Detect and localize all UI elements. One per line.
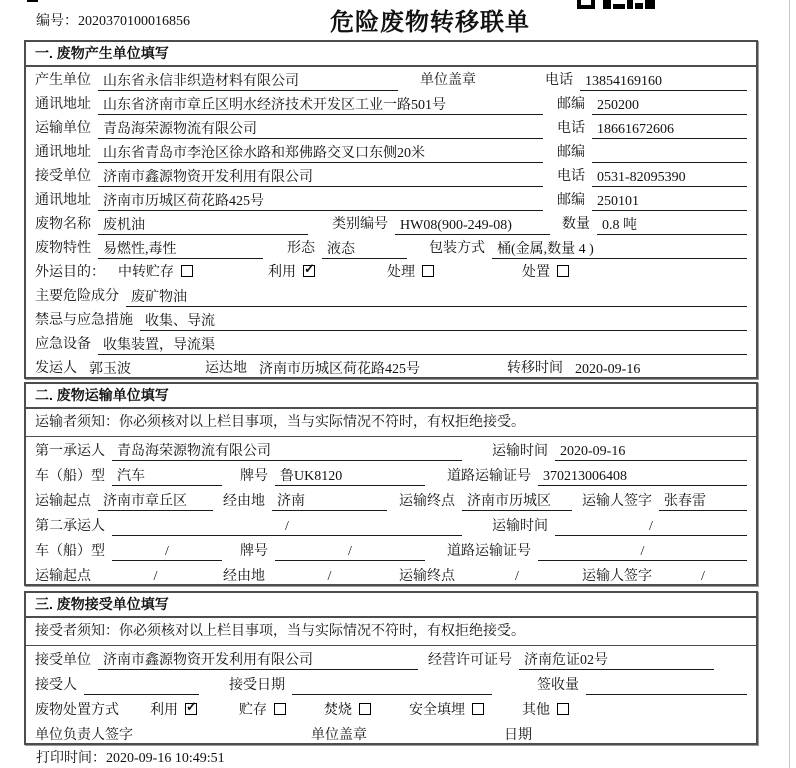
row-producer-address xyxy=(26,91,756,115)
row-first-carrier xyxy=(26,437,756,462)
sign-value: 张春雷 xyxy=(659,492,747,511)
scan-edge-line xyxy=(789,0,790,768)
checkbox-utilize xyxy=(268,261,315,281)
phone-value: 0531-82095390 xyxy=(592,168,747,187)
checkbox-treat xyxy=(387,261,434,281)
label: 接受单位 xyxy=(35,652,91,668)
label: 运输起点 xyxy=(35,568,91,584)
value: 济南市鑫源物资开发利用有限公司 xyxy=(98,168,543,187)
zip-value-blank xyxy=(592,144,747,163)
value: 济南市历城区荷花路425号 xyxy=(98,192,543,211)
plate-label: 牌号 xyxy=(240,543,268,559)
label: 第一承运人 xyxy=(35,443,105,459)
print-time-value: 2020-09-16 10:49:51 xyxy=(106,751,225,766)
value: 废机油 xyxy=(98,216,308,235)
zip-label: 邮编 xyxy=(557,145,585,160)
via-label: 经由地 xyxy=(223,493,265,509)
label: 运输起点 xyxy=(35,493,91,509)
value: 汽车 xyxy=(112,467,222,486)
row-waste-name xyxy=(26,211,756,235)
row-responsible-signature xyxy=(26,721,756,745)
label: 第二承运人 xyxy=(35,518,105,534)
phone-label: 电话 xyxy=(545,73,573,88)
value: 青岛海荣源物流有限公司 xyxy=(98,120,543,139)
time-value: 2020-09-16 xyxy=(555,442,747,461)
option-label: 处理 xyxy=(387,265,415,280)
label: 外运目的： xyxy=(35,265,105,280)
checkbox-other xyxy=(522,699,569,719)
print-time xyxy=(36,747,225,767)
label: 车（船）型 xyxy=(35,543,105,559)
row-transporter-address xyxy=(26,139,756,163)
permit-value: 济南危证02号 xyxy=(519,651,714,670)
label: 通讯地址 xyxy=(35,193,91,208)
value: 青岛海荣源物流有限公司 xyxy=(112,442,462,461)
section-transport-heading: 二. 废物运输单位填写 xyxy=(26,384,756,409)
option-label: 贮存 xyxy=(239,702,267,718)
checkbox-incinerate xyxy=(324,699,371,719)
row-disposal-method xyxy=(26,696,756,721)
date-label: 日期 xyxy=(504,727,532,743)
label: 禁忌与应急措施 xyxy=(35,313,133,328)
via-label: 经由地 xyxy=(223,568,265,584)
row-route-1 xyxy=(26,487,756,512)
qty-label: 签收量 xyxy=(537,677,579,693)
time-label: 运输时间 xyxy=(492,518,548,534)
row-emergency-measures xyxy=(26,307,756,331)
row-receiver-unit xyxy=(26,163,756,187)
qr-code-fragment xyxy=(577,0,655,9)
row-transfer-purpose xyxy=(26,259,756,283)
phone-label: 电话 xyxy=(557,121,585,136)
value: 济南市鑫源物资开发利用有限公司 xyxy=(98,651,418,670)
phone-value: 18661672606 xyxy=(592,120,747,139)
value: 废矿物油 xyxy=(126,288,747,307)
row-second-carrier xyxy=(26,512,756,537)
row-hazard-components xyxy=(26,283,756,307)
option-label: 安全填埋 xyxy=(409,702,465,718)
option-label: 处置 xyxy=(522,265,550,280)
value: 易燃性,毒性 xyxy=(98,240,263,259)
end-label: 运输终点 xyxy=(399,493,455,509)
sign-label: 运输人签字 xyxy=(582,568,652,584)
checkbox-dispose xyxy=(522,261,569,281)
label: 废物处置方式 xyxy=(35,702,119,718)
time-label: 运输时间 xyxy=(492,443,548,459)
zip-label: 邮编 xyxy=(557,97,585,112)
label: 发运人 xyxy=(35,361,77,376)
option-label: 焚烧 xyxy=(324,702,352,718)
label: 接受人 xyxy=(35,677,77,693)
checkbox-transfer-storage xyxy=(118,261,193,281)
dest-label: 运达地 xyxy=(205,361,247,376)
signature-blank xyxy=(185,726,295,745)
label: 主要危险成分 xyxy=(35,289,119,304)
row-vehicle-1 xyxy=(26,462,756,487)
label: 产生单位 xyxy=(35,73,91,88)
stamp-label: 单位盖章 xyxy=(420,73,476,88)
form-label: 形态 xyxy=(287,241,315,256)
label: 应急设备 xyxy=(35,337,91,352)
label: 通讯地址 xyxy=(35,97,91,112)
qty-label: 数量 xyxy=(562,217,590,232)
phone-label: 电话 xyxy=(557,169,585,184)
time-label: 转移时间 xyxy=(507,361,563,376)
code-label: 类别编号 xyxy=(332,217,388,232)
zip-value: 250200 xyxy=(592,96,747,115)
page-title: 危险废物转移联单 xyxy=(330,10,530,36)
cert-label: 道路运输证号 xyxy=(447,468,531,484)
stamp-label: 单位盖章 xyxy=(311,727,367,743)
qty-blank xyxy=(586,676,747,695)
end-value: 济南市历城区 xyxy=(462,492,572,511)
checkbox-icon xyxy=(359,703,371,715)
plate-value: / xyxy=(275,542,425,561)
value: / xyxy=(112,517,462,536)
option-label: 中转贮存 xyxy=(118,265,174,280)
plate-label: 牌号 xyxy=(240,468,268,484)
date-blank xyxy=(539,726,747,745)
code-value: HW08(900-249-08) xyxy=(395,216,550,235)
row-vehicle-2 xyxy=(26,537,756,562)
zip-label: 邮编 xyxy=(557,193,585,208)
value: 山东省济南市章丘区明水经济技术开发区工业一路501号 xyxy=(98,96,543,115)
plate-value: 鲁UK8120 xyxy=(275,467,425,486)
label: 单位负责人签字 xyxy=(35,727,133,743)
checkbox-store xyxy=(239,699,286,719)
option-label: 利用 xyxy=(268,265,296,280)
print-time-label: 打印时间： xyxy=(36,751,106,766)
row-receiver-address xyxy=(26,187,756,211)
row-accepting-unit xyxy=(26,646,756,671)
checkbox-icon xyxy=(185,703,197,715)
via-value: / xyxy=(272,567,387,586)
row-acceptor xyxy=(26,671,756,696)
cert-label: 道路运输证号 xyxy=(447,543,531,559)
cert-value: 370213006408 xyxy=(538,467,747,486)
option-label: 其他 xyxy=(522,702,550,718)
document-number-value: 2020370100016856 xyxy=(78,14,190,29)
start-value: 济南市章丘区 xyxy=(98,492,213,511)
label: 废物名称 xyxy=(35,217,91,232)
cropped-top-mark xyxy=(27,0,38,2)
row-route-2 xyxy=(26,562,756,586)
label: 接受单位 xyxy=(35,169,91,184)
phone-value: 13854169160 xyxy=(580,72,747,91)
value: 收集、导流 xyxy=(140,312,747,331)
label: 车（船）型 xyxy=(35,468,105,484)
section-producer xyxy=(24,40,758,379)
section-receiver xyxy=(24,591,758,745)
via-value: 济南 xyxy=(272,492,387,511)
row-waste-traits xyxy=(26,235,756,259)
checkbox-icon xyxy=(274,703,286,715)
checkbox-icon xyxy=(422,265,434,277)
sign-value: / xyxy=(659,567,747,586)
time-value: / xyxy=(555,517,747,536)
label: 运输单位 xyxy=(35,121,91,136)
dest-value: 济南市历城区荷花路425号 xyxy=(254,360,489,379)
date-blank xyxy=(292,676,492,695)
label: 废物特性 xyxy=(35,241,91,256)
pack-value: 桶(金属,数量 4 ) xyxy=(492,240,747,259)
label: 通讯地址 xyxy=(35,145,91,160)
document-number xyxy=(36,10,190,30)
checkbox-landfill xyxy=(409,699,484,719)
date-label: 接受日期 xyxy=(229,677,285,693)
end-label: 运输终点 xyxy=(399,568,455,584)
row-transporter-unit xyxy=(26,115,756,139)
option-label: 利用 xyxy=(150,702,178,718)
checkbox-icon xyxy=(557,703,569,715)
time-value: 2020-09-16 xyxy=(570,360,747,379)
row-producer-unit xyxy=(26,67,756,91)
value: 郭玉波 xyxy=(84,360,179,379)
value: / xyxy=(112,542,222,561)
section-transport xyxy=(24,382,758,586)
section-receiver-heading: 三. 废物接受单位填写 xyxy=(26,593,756,618)
qty-value: 0.8 吨 xyxy=(597,216,747,235)
checkbox-icon xyxy=(181,265,193,277)
section-producer-heading: 一. 废物产生单位填写 xyxy=(26,42,756,67)
row-shipper xyxy=(26,355,756,379)
row-emergency-equipment xyxy=(26,331,756,355)
value: 收集装置，导流渠 xyxy=(98,336,747,355)
receiver-notice: 接受者须知：你必须核对以上栏目事项，当与实际情况不符时，有权拒绝接受。 xyxy=(26,618,756,646)
checkbox-icon xyxy=(557,265,569,277)
value-blank xyxy=(84,676,199,695)
checkbox-icon xyxy=(303,265,315,277)
pack-label: 包装方式 xyxy=(429,241,485,256)
start-value: / xyxy=(98,567,213,586)
cert-value: / xyxy=(538,542,747,561)
permit-label: 经营许可证号 xyxy=(428,652,512,668)
zip-value: 250101 xyxy=(592,192,747,211)
value: 山东省永信非织造材料有限公司 xyxy=(98,72,398,91)
form-value: 液态 xyxy=(322,240,407,259)
transport-notice: 运输者须知：你必须核对以上栏目事项，当与实际情况不符时，有权拒绝接受。 xyxy=(26,409,756,437)
end-value: / xyxy=(462,567,572,586)
value: 山东省青岛市李沧区徐水路和郑佛路交叉口东侧20米 xyxy=(98,144,543,163)
checkbox-icon xyxy=(472,703,484,715)
checkbox-utilize xyxy=(150,699,197,719)
document-number-label: 编号： xyxy=(36,14,78,29)
sign-label: 运输人签字 xyxy=(582,493,652,509)
